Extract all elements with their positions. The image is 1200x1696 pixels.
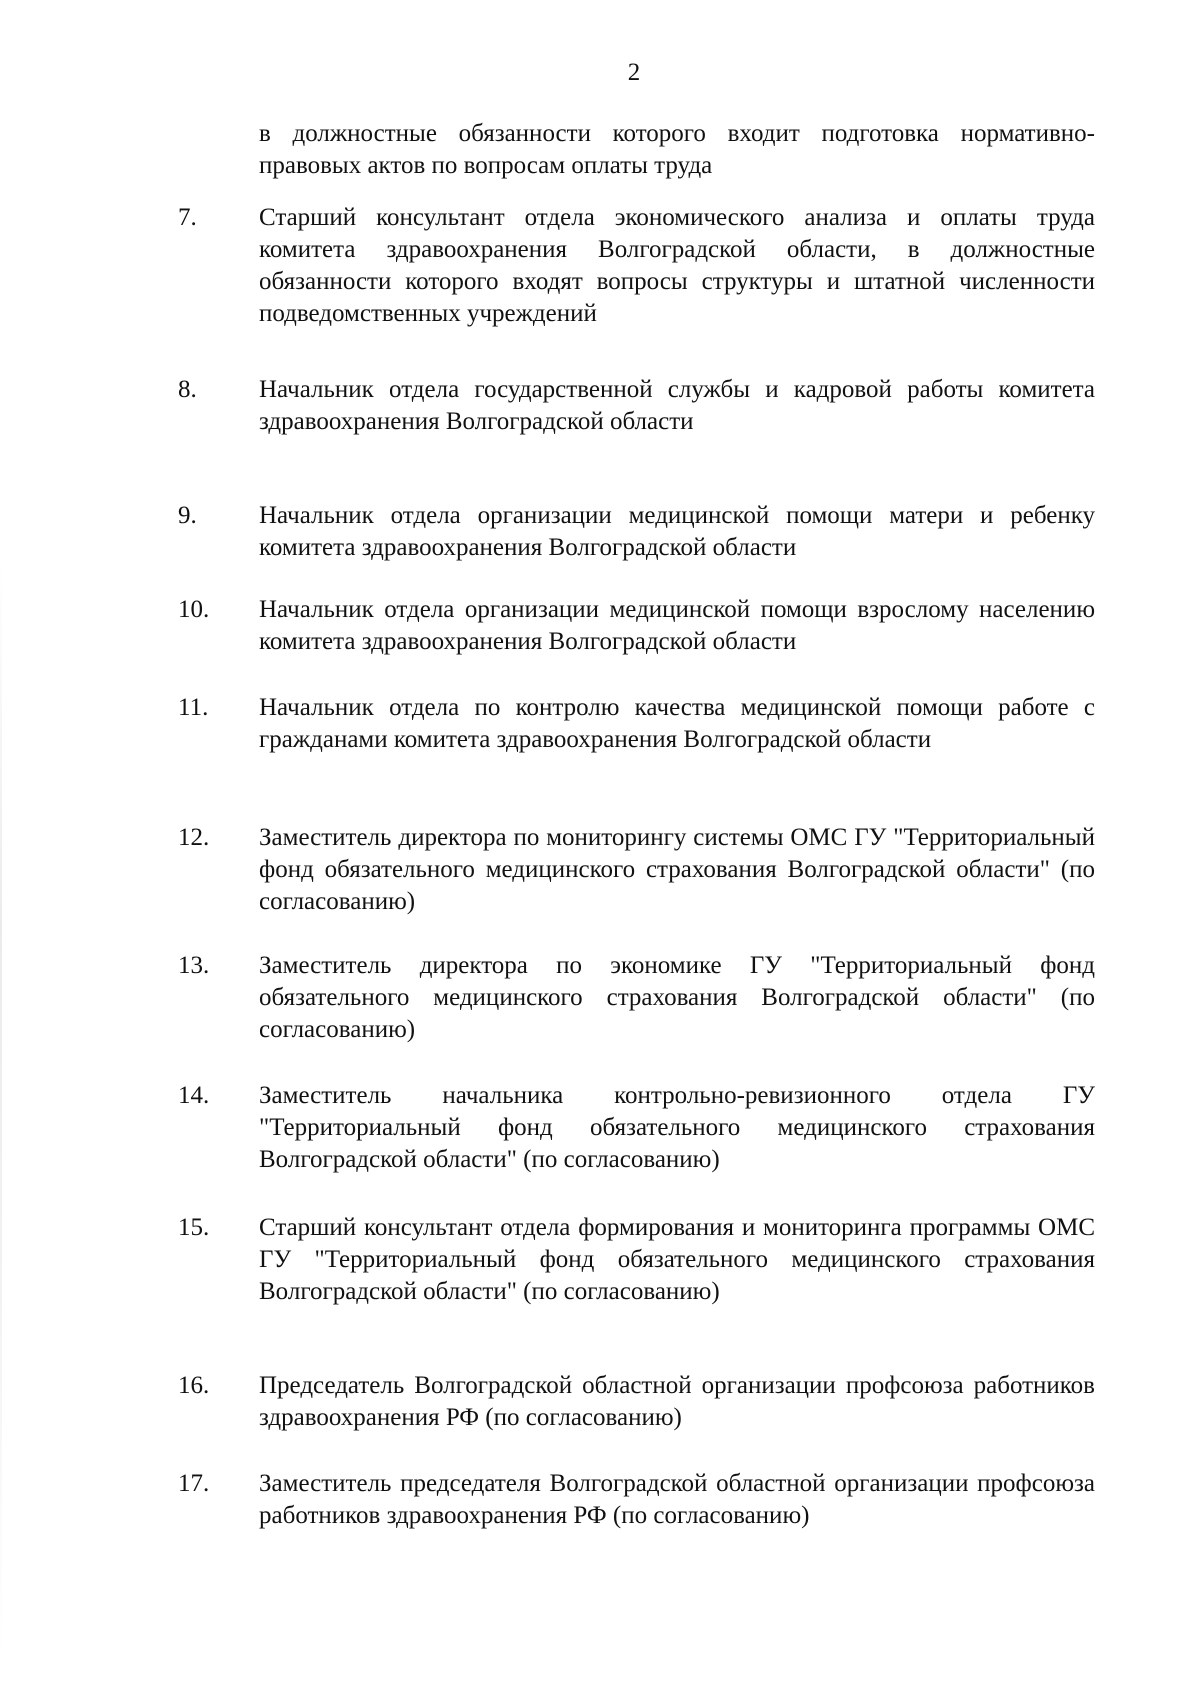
list-item-number: 10. <box>178 596 210 623</box>
list-item-text: Заместитель начальника контрольно-ревизионного отдела ГУ "Территориальный фонд обязательного медицинского страхования Волгоградской области" (по согласованию) <box>259 1082 1095 1173</box>
list-item-number: 7. <box>178 204 197 231</box>
list-item-text: Начальник отдела организации медицинской помощи матери и ребенку комитета здравоохранения Волгоградской области <box>259 502 1095 561</box>
scan-edge-shadow <box>0 560 2 1660</box>
list-item-number: 13. <box>178 952 210 979</box>
list-item-text: Заместитель директора по мониторингу системы ОМС ГУ "Территориальный фонд обязательного медицинского страхования Волгоградской области" (по согласованию) <box>259 824 1095 915</box>
list-item-number: 15. <box>178 1214 210 1241</box>
list-item-number: 11. <box>178 694 209 721</box>
list-item-number: 16. <box>178 1372 210 1399</box>
list-item-text: Начальник отдела по контролю качества медицинской помощи работе с гражданами комитета здравоохранения Волгоградской области <box>259 694 1095 753</box>
list-item-number: 8. <box>178 376 197 403</box>
list-item-text: Старший консультант отдела формирования и мониторинга программы ОМС ГУ "Территориальный фонд обязательного медицинского страхования Волгоградской области" (по согласованию) <box>259 1214 1095 1305</box>
list-item-text: Начальник отдела государственной службы и кадровой работы комитета здравоохранения Волгоградской области <box>259 376 1095 435</box>
continuation-paragraph: в должностные обязанности которого входит подготовка нормативно-правовых актов по вопросам оплаты труда <box>259 120 1095 179</box>
list-item-text: Старший консультант отдела экономического анализа и оплаты труда комитета здравоохранения Волгоградской области, в должностные обязанности которого входят вопросы структуры и штатной численности подведомственных учреждений <box>259 204 1095 327</box>
list-item-number: 17. <box>178 1470 210 1497</box>
list-item-number: 14. <box>178 1082 210 1109</box>
list-item-text: Заместитель председателя Волгоградской областной организации профсоюза работников здравоохранения РФ (по согласованию) <box>259 1470 1095 1529</box>
page-number: 2 <box>627 59 641 86</box>
list-item-text: Начальник отдела организации медицинской помощи взрослому населению комитета здравоохранения Волгоградской области <box>259 596 1095 655</box>
list-item-number: 12. <box>178 824 210 851</box>
list-item-text: Заместитель директора по экономике ГУ "Территориальный фонд обязательного медицинского страхования Волгоградской области" (по согласованию) <box>259 952 1095 1043</box>
list-item-text: Председатель Волгоградской областной организации профсоюза работников здравоохранения РФ (по согласованию) <box>259 1372 1095 1431</box>
list-item-number: 9. <box>178 502 197 529</box>
